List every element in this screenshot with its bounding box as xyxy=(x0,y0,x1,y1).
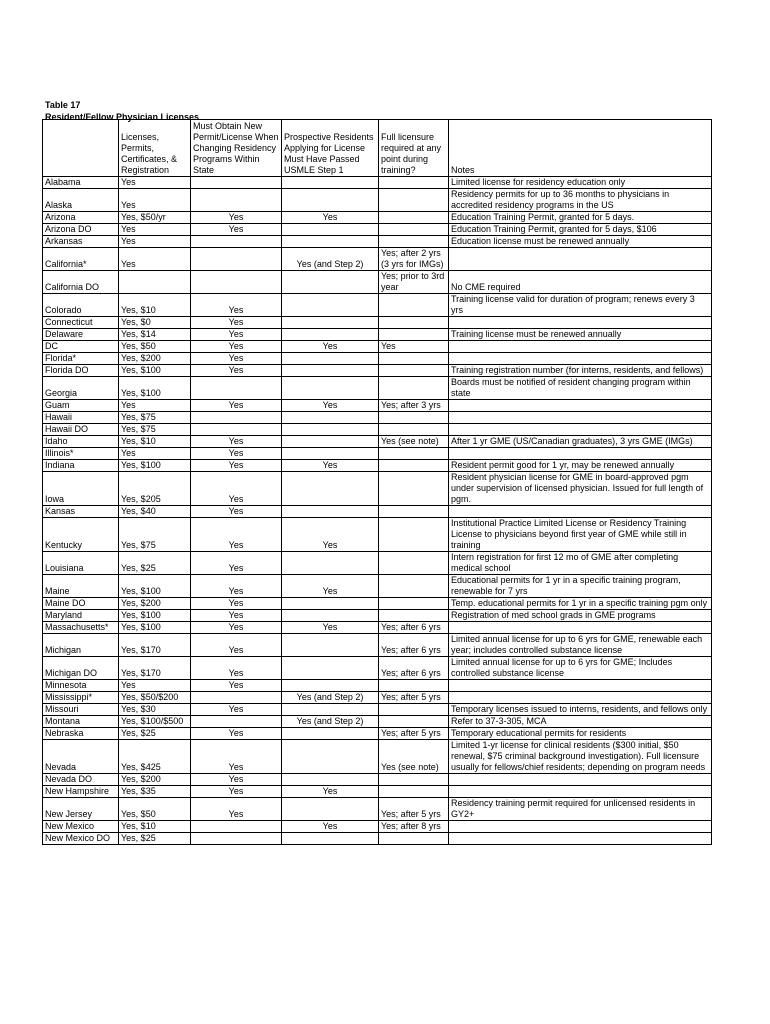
table-row xyxy=(43,224,712,236)
new-permit-cell: Yes xyxy=(191,798,282,821)
state-cell: Nebraska xyxy=(43,728,119,740)
table-row xyxy=(43,353,712,365)
state-cell: New Hampshire xyxy=(43,786,119,798)
state-cell: Florida DO xyxy=(43,365,119,377)
state-cell: Nevada xyxy=(43,740,119,774)
usmle-cell xyxy=(282,436,379,448)
notes-cell: Limited license for residency education only xyxy=(449,177,712,189)
header-notes: Notes xyxy=(449,120,712,177)
full-licensure-cell: Yes; after 2 yrs (3 yrs for IMGs) xyxy=(379,248,449,271)
usmle-cell xyxy=(282,634,379,657)
usmle-cell: Yes xyxy=(282,212,379,224)
new-permit-cell xyxy=(191,692,282,704)
license-cell: Yes, $10 xyxy=(119,821,191,833)
full-licensure-cell xyxy=(379,212,449,224)
notes-cell: Limited annual license for up to 6 yrs for GME, renewable each year; includes controlled substance license xyxy=(449,634,712,657)
full-licensure-cell xyxy=(379,518,449,552)
state-cell: Missouri xyxy=(43,704,119,716)
state-cell: California* xyxy=(43,248,119,271)
full-licensure-cell xyxy=(379,506,449,518)
state-cell: Arizona DO xyxy=(43,224,119,236)
state-cell: Colorado xyxy=(43,294,119,317)
new-permit-cell xyxy=(191,248,282,271)
notes-cell: Registration of med school grads in GME programs xyxy=(449,610,712,622)
new-permit-cell: Yes xyxy=(191,740,282,774)
notes-cell xyxy=(449,774,712,786)
state-cell: Louisiana xyxy=(43,552,119,575)
table-row xyxy=(43,341,712,353)
license-cell: Yes, $10 xyxy=(119,294,191,317)
full-licensure-cell xyxy=(379,472,449,506)
notes-cell: Resident physician license for GME in board-approved pgm under supervision of licensed physician. Issued for full length of pgm. xyxy=(449,472,712,506)
usmle-cell xyxy=(282,472,379,506)
new-permit-cell xyxy=(191,271,282,294)
new-permit-cell: Yes xyxy=(191,448,282,460)
license-cell xyxy=(119,271,191,294)
new-permit-cell: Yes xyxy=(191,786,282,798)
notes-cell xyxy=(449,400,712,412)
notes-cell: Education Training Permit, granted for 5 days, $106 xyxy=(449,224,712,236)
state-cell: Massachusetts* xyxy=(43,622,119,634)
notes-cell: Intern registration for first 12 mo of GME after completing medical school xyxy=(449,552,712,575)
full-licensure-cell: Yes; after 6 yrs xyxy=(379,634,449,657)
notes-cell: After 1 yr GME (US/Canadian graduates), 3 yrs GME (IMGs) xyxy=(449,436,712,448)
notes-cell xyxy=(449,821,712,833)
table-row xyxy=(43,412,712,424)
state-cell: New Mexico DO xyxy=(43,833,119,845)
notes-cell: Temp. educational permits for 1 yr in a specific training pgm only xyxy=(449,598,712,610)
license-cell: Yes xyxy=(119,248,191,271)
state-cell: Kansas xyxy=(43,506,119,518)
new-permit-cell: Yes xyxy=(191,472,282,506)
state-cell: Idaho xyxy=(43,436,119,448)
license-cell: Yes, $100 xyxy=(119,365,191,377)
notes-cell: Limited annual license for up to 6 yrs for GME; Includes controlled substance license xyxy=(449,657,712,680)
state-cell: Michigan xyxy=(43,634,119,657)
usmle-cell xyxy=(282,377,379,400)
notes-cell: Boards must be notified of resident changing program within state xyxy=(449,377,712,400)
license-cell: Yes, $425 xyxy=(119,740,191,774)
license-cell: Yes xyxy=(119,236,191,248)
new-permit-cell: Yes xyxy=(191,704,282,716)
new-permit-cell: Yes xyxy=(191,329,282,341)
usmle-cell xyxy=(282,774,379,786)
notes-cell: Temporary licenses issued to interns, residents, and fellows only xyxy=(449,704,712,716)
state-cell: Arkansas xyxy=(43,236,119,248)
license-cell: Yes, $170 xyxy=(119,634,191,657)
license-cell: Yes, $25 xyxy=(119,728,191,740)
table-row xyxy=(43,798,712,821)
license-cell: Yes, $40 xyxy=(119,506,191,518)
state-cell: Maine xyxy=(43,575,119,598)
usmle-cell: Yes xyxy=(282,575,379,598)
usmle-cell: Yes xyxy=(282,460,379,472)
state-cell: Minnesota xyxy=(43,680,119,692)
new-permit-cell xyxy=(191,377,282,400)
table-row xyxy=(43,506,712,518)
full-licensure-cell: Yes (see note) xyxy=(379,436,449,448)
full-licensure-cell: Yes; after 6 yrs xyxy=(379,622,449,634)
new-permit-cell xyxy=(191,833,282,845)
full-licensure-cell xyxy=(379,177,449,189)
full-licensure-cell: Yes (see note) xyxy=(379,740,449,774)
full-licensure-cell xyxy=(379,716,449,728)
license-cell: Yes, $100 xyxy=(119,460,191,472)
new-permit-cell: Yes xyxy=(191,317,282,329)
license-cell: Yes, $25 xyxy=(119,552,191,575)
table-row xyxy=(43,436,712,448)
full-licensure-cell: Yes; after 5 yrs xyxy=(379,692,449,704)
table-row xyxy=(43,692,712,704)
notes-cell: Training license must be renewed annually xyxy=(449,329,712,341)
new-permit-cell: Yes xyxy=(191,552,282,575)
table-body xyxy=(43,177,712,845)
license-cell: Yes, $100 xyxy=(119,610,191,622)
header-full-licensure: Full licensure required at any point during training? xyxy=(379,120,449,177)
state-cell: Indiana xyxy=(43,460,119,472)
state-cell: Alabama xyxy=(43,177,119,189)
usmle-cell xyxy=(282,798,379,821)
state-cell: Iowa xyxy=(43,472,119,506)
full-licensure-cell xyxy=(379,424,449,436)
license-cell: Yes, $200 xyxy=(119,598,191,610)
license-cell: Yes, $50/yr xyxy=(119,212,191,224)
table-row xyxy=(43,716,712,728)
full-licensure-cell xyxy=(379,598,449,610)
license-cell: Yes, $100/$500 xyxy=(119,716,191,728)
table-row xyxy=(43,518,712,552)
usmle-cell xyxy=(282,448,379,460)
table-row xyxy=(43,472,712,506)
state-cell: Guam xyxy=(43,400,119,412)
state-cell: California DO xyxy=(43,271,119,294)
header-state xyxy=(43,120,119,177)
full-licensure-cell: Yes xyxy=(379,341,449,353)
full-licensure-cell xyxy=(379,552,449,575)
usmle-cell: Yes (and Step 2) xyxy=(282,692,379,704)
table-row xyxy=(43,177,712,189)
state-cell: Montana xyxy=(43,716,119,728)
table-row xyxy=(43,821,712,833)
license-cell: Yes, $50 xyxy=(119,798,191,821)
usmle-cell: Yes xyxy=(282,622,379,634)
table-row xyxy=(43,424,712,436)
license-cell: Yes, $75 xyxy=(119,518,191,552)
table-row xyxy=(43,575,712,598)
new-permit-cell: Yes xyxy=(191,294,282,317)
notes-cell: Limited 1-yr license for clinical residents ($300 initial, $50 renewal, $75 criminal background investigation). Full licensure usually for fellows/chief residents; depending on program needs xyxy=(449,740,712,774)
new-permit-cell xyxy=(191,412,282,424)
state-cell: Hawaii xyxy=(43,412,119,424)
usmle-cell xyxy=(282,365,379,377)
new-permit-cell: Yes xyxy=(191,365,282,377)
licenses-table xyxy=(42,119,712,845)
new-permit-cell: Yes xyxy=(191,622,282,634)
license-cell: Yes, $75 xyxy=(119,424,191,436)
usmle-cell xyxy=(282,412,379,424)
usmle-cell xyxy=(282,317,379,329)
new-permit-cell: Yes xyxy=(191,460,282,472)
table-row xyxy=(43,460,712,472)
notes-cell xyxy=(449,786,712,798)
table-row xyxy=(43,552,712,575)
notes-cell: Education license must be renewed annually xyxy=(449,236,712,248)
usmle-cell xyxy=(282,189,379,212)
full-licensure-cell: Yes; after 6 yrs xyxy=(379,657,449,680)
new-permit-cell xyxy=(191,424,282,436)
notes-cell xyxy=(449,317,712,329)
usmle-cell: Yes xyxy=(282,518,379,552)
table-row xyxy=(43,317,712,329)
license-cell: Yes, $25 xyxy=(119,833,191,845)
usmle-cell xyxy=(282,680,379,692)
state-cell: Michigan DO xyxy=(43,657,119,680)
state-cell: New Jersey xyxy=(43,798,119,821)
full-licensure-cell xyxy=(379,774,449,786)
license-cell: Yes, $0 xyxy=(119,317,191,329)
notes-cell xyxy=(449,353,712,365)
notes-cell xyxy=(449,833,712,845)
table-row xyxy=(43,657,712,680)
new-permit-cell xyxy=(191,177,282,189)
full-licensure-cell xyxy=(379,317,449,329)
state-cell: DC xyxy=(43,341,119,353)
new-permit-cell: Yes xyxy=(191,518,282,552)
new-permit-cell: Yes xyxy=(191,224,282,236)
full-licensure-cell xyxy=(379,365,449,377)
full-licensure-cell: Yes; after 5 yrs xyxy=(379,798,449,821)
state-cell: Alaska xyxy=(43,189,119,212)
notes-cell: Training registration number (for interns, residents, and fellows) xyxy=(449,365,712,377)
license-cell: Yes, $14 xyxy=(119,329,191,341)
usmle-cell xyxy=(282,657,379,680)
full-licensure-cell xyxy=(379,224,449,236)
new-permit-cell: Yes xyxy=(191,341,282,353)
table-row xyxy=(43,236,712,248)
usmle-cell xyxy=(282,728,379,740)
notes-cell xyxy=(449,622,712,634)
table-row xyxy=(43,833,712,845)
usmle-cell: Yes (and Step 2) xyxy=(282,716,379,728)
header-licenses: Licenses, Permits, Certificates, & Registration xyxy=(119,120,191,177)
full-licensure-cell xyxy=(379,236,449,248)
state-cell: New Mexico xyxy=(43,821,119,833)
header-row xyxy=(43,120,712,177)
new-permit-cell: Yes xyxy=(191,610,282,622)
table-row xyxy=(43,294,712,317)
new-permit-cell xyxy=(191,821,282,833)
table-row xyxy=(43,212,712,224)
usmle-cell xyxy=(282,271,379,294)
new-permit-cell xyxy=(191,716,282,728)
usmle-cell xyxy=(282,506,379,518)
table-row xyxy=(43,400,712,412)
license-cell: Yes, $50 xyxy=(119,341,191,353)
table-row xyxy=(43,365,712,377)
license-cell: Yes, $200 xyxy=(119,353,191,365)
state-cell: Kentucky xyxy=(43,518,119,552)
new-permit-cell: Yes xyxy=(191,680,282,692)
usmle-cell: Yes xyxy=(282,400,379,412)
usmle-cell xyxy=(282,610,379,622)
new-permit-cell: Yes xyxy=(191,436,282,448)
table-row xyxy=(43,704,712,716)
notes-cell: Educational permits for 1 yr in a specific training program, renewable for 7 yrs xyxy=(449,575,712,598)
new-permit-cell: Yes xyxy=(191,657,282,680)
full-licensure-cell: Yes; after 3 yrs xyxy=(379,400,449,412)
license-cell: Yes, $100 xyxy=(119,575,191,598)
license-cell: Yes xyxy=(119,680,191,692)
full-licensure-cell xyxy=(379,680,449,692)
state-cell: Nevada DO xyxy=(43,774,119,786)
state-cell: Hawaii DO xyxy=(43,424,119,436)
notes-cell xyxy=(449,412,712,424)
state-cell: Connecticut xyxy=(43,317,119,329)
notes-cell: Resident permit good for 1 yr, may be renewed annually xyxy=(449,460,712,472)
table-row xyxy=(43,598,712,610)
usmle-cell xyxy=(282,177,379,189)
license-cell: Yes xyxy=(119,400,191,412)
license-cell: Yes, $50/$200 xyxy=(119,692,191,704)
license-cell: Yes xyxy=(119,177,191,189)
usmle-cell xyxy=(282,353,379,365)
notes-cell: Institutional Practice Limited License or Residency Training License to physicians beyond first year of GME while still in training xyxy=(449,518,712,552)
table-row xyxy=(43,786,712,798)
table-row xyxy=(43,728,712,740)
usmle-cell xyxy=(282,598,379,610)
table-row xyxy=(43,634,712,657)
full-licensure-cell xyxy=(379,377,449,400)
usmle-cell xyxy=(282,224,379,236)
license-cell: Yes, $170 xyxy=(119,657,191,680)
notes-cell xyxy=(449,248,712,271)
table-row xyxy=(43,680,712,692)
state-cell: Mississippi* xyxy=(43,692,119,704)
full-licensure-cell xyxy=(379,833,449,845)
state-cell: Illinois* xyxy=(43,448,119,460)
full-licensure-cell: Yes; after 8 yrs xyxy=(379,821,449,833)
new-permit-cell: Yes xyxy=(191,575,282,598)
table-row xyxy=(43,448,712,460)
state-cell: Arizona xyxy=(43,212,119,224)
full-licensure-cell xyxy=(379,448,449,460)
new-permit-cell: Yes xyxy=(191,774,282,786)
table-row xyxy=(43,610,712,622)
table-row xyxy=(43,189,712,212)
usmle-cell xyxy=(282,236,379,248)
state-cell: Georgia xyxy=(43,377,119,400)
table-row xyxy=(43,740,712,774)
notes-cell xyxy=(449,424,712,436)
license-cell: Yes, $35 xyxy=(119,786,191,798)
header-new-permit: Must Obtain New Permit/License When Changing Residency Programs Within State xyxy=(191,120,282,177)
table-row xyxy=(43,329,712,341)
usmle-cell xyxy=(282,294,379,317)
license-cell: Yes xyxy=(119,448,191,460)
usmle-cell: Yes xyxy=(282,786,379,798)
full-licensure-cell: Yes; after 5 yrs xyxy=(379,728,449,740)
table-title: Resident/Fellow Physician Licenses xyxy=(45,112,200,122)
full-licensure-cell xyxy=(379,329,449,341)
full-licensure-cell xyxy=(379,294,449,317)
state-cell: Maine DO xyxy=(43,598,119,610)
notes-cell xyxy=(449,506,712,518)
state-cell: Florida* xyxy=(43,353,119,365)
license-cell: Yes, $30 xyxy=(119,704,191,716)
license-cell: Yes, $10 xyxy=(119,436,191,448)
new-permit-cell: Yes xyxy=(191,400,282,412)
notes-cell xyxy=(449,692,712,704)
notes-cell xyxy=(449,448,712,460)
new-permit-cell: Yes xyxy=(191,728,282,740)
usmle-cell xyxy=(282,704,379,716)
usmle-cell xyxy=(282,329,379,341)
new-permit-cell: Yes xyxy=(191,598,282,610)
header-usmle: Prospective Residents Applying for License Must Have Passed USMLE Step 1 xyxy=(282,120,379,177)
notes-cell: No CME required xyxy=(449,271,712,294)
table-row xyxy=(43,622,712,634)
usmle-cell: Yes xyxy=(282,821,379,833)
full-licensure-cell xyxy=(379,704,449,716)
full-licensure-cell: Yes; prior to 3rd year xyxy=(379,271,449,294)
notes-cell: Temporary educational permits for residents xyxy=(449,728,712,740)
table-row xyxy=(43,248,712,271)
notes-cell: Training license valid for duration of program; renews every 3 yrs xyxy=(449,294,712,317)
full-licensure-cell xyxy=(379,353,449,365)
table-row xyxy=(43,271,712,294)
full-licensure-cell xyxy=(379,786,449,798)
notes-cell: Residency permits for up to 36 months to physicians in accredited residency programs in the US xyxy=(449,189,712,212)
table-row xyxy=(43,774,712,786)
notes-cell: Education Training Permit, granted for 5 days. xyxy=(449,212,712,224)
usmle-cell xyxy=(282,552,379,575)
notes-cell xyxy=(449,341,712,353)
license-cell: Yes, $100 xyxy=(119,622,191,634)
new-permit-cell xyxy=(191,189,282,212)
new-permit-cell: Yes xyxy=(191,212,282,224)
notes-cell xyxy=(449,680,712,692)
license-cell: Yes xyxy=(119,189,191,212)
license-cell: Yes xyxy=(119,224,191,236)
new-permit-cell: Yes xyxy=(191,506,282,518)
state-cell: Maryland xyxy=(43,610,119,622)
table-row xyxy=(43,377,712,400)
notes-cell: Refer to 37-3-305, MCA xyxy=(449,716,712,728)
new-permit-cell xyxy=(191,236,282,248)
usmle-cell: Yes (and Step 2) xyxy=(282,248,379,271)
license-cell: Yes, $100 xyxy=(119,377,191,400)
new-permit-cell: Yes xyxy=(191,634,282,657)
state-cell: Delaware xyxy=(43,329,119,341)
usmle-cell: Yes xyxy=(282,341,379,353)
full-licensure-cell xyxy=(379,189,449,212)
license-cell: Yes, $205 xyxy=(119,472,191,506)
usmle-cell xyxy=(282,833,379,845)
full-licensure-cell xyxy=(379,460,449,472)
new-permit-cell: Yes xyxy=(191,353,282,365)
full-licensure-cell xyxy=(379,575,449,598)
usmle-cell xyxy=(282,424,379,436)
license-cell: Yes, $75 xyxy=(119,412,191,424)
full-licensure-cell xyxy=(379,412,449,424)
usmle-cell xyxy=(282,740,379,774)
full-licensure-cell xyxy=(379,610,449,622)
table-number: Table 17 xyxy=(45,100,81,110)
notes-cell: Residency training permit required for unlicensed residents in GY2+ xyxy=(449,798,712,821)
license-cell: Yes, $200 xyxy=(119,774,191,786)
